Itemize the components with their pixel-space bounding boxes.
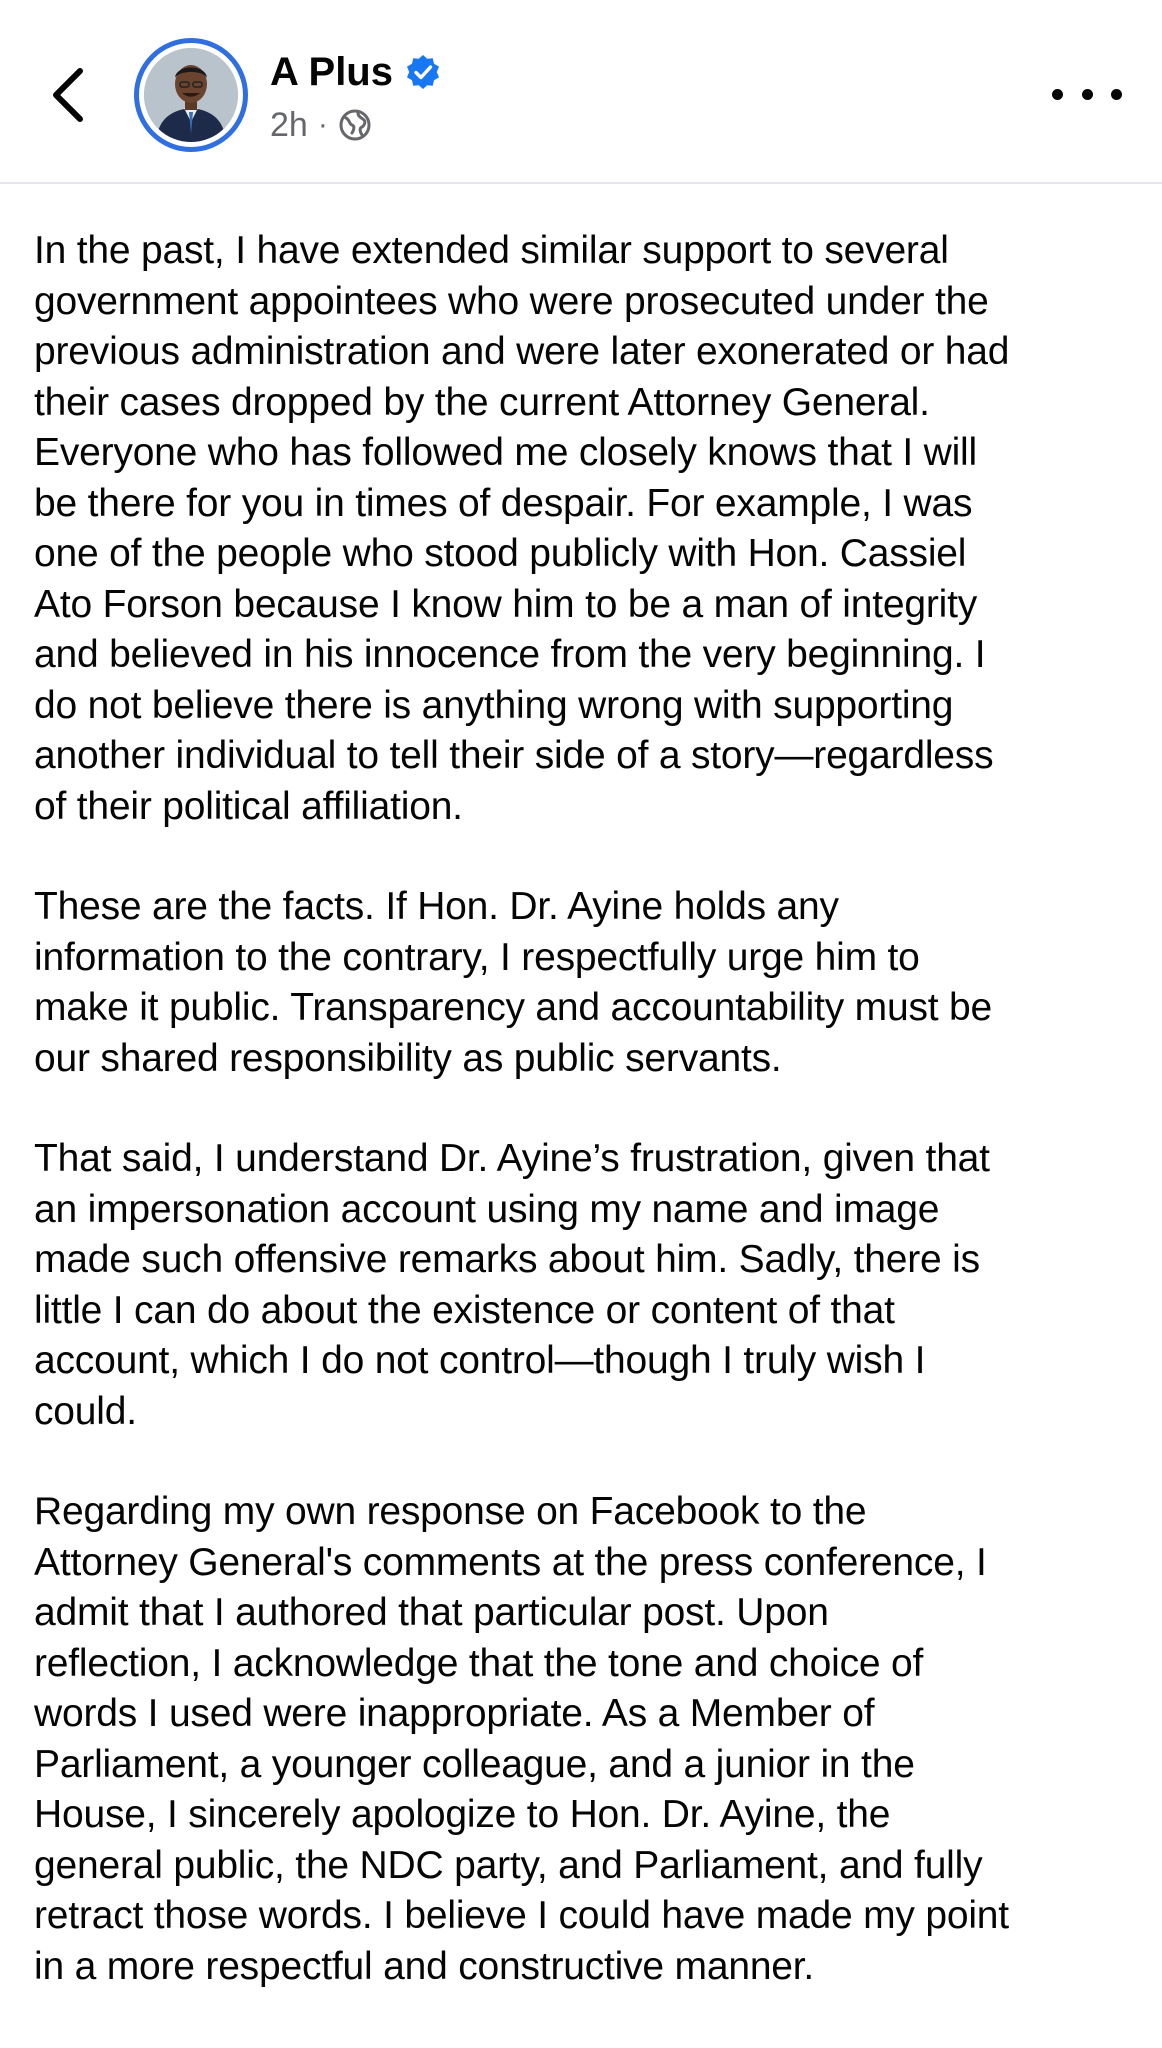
more-options-button[interactable] [1052,72,1122,116]
post-body [34,226,1134,2042]
post-paragraph: Regarding my own response on Facebook to the Attorney General's comments at the press conference, I admit that I authored that particular post. Upon reflection, I acknowledge that the tone and choice of words I used were inappropriate. As a Member of Parliament, a younger colleague, and a junior in the House, I sincerely apologize to Hon. Dr. Ayine, the general public, the NDC party, and Parliament, and fully retract those words. I believe I could have made my point in a more respectful and constructive manner. [34,1490,1009,1988]
more-dot [1111,89,1122,100]
meta-separator: · [317,108,328,141]
post-paragraph: These are the facts. If Hon. Dr. Ayine holds any information to the contrary, I respectfully urge him to make it public. Transparency and accountability must be our shared responsibility as public servants. [34,885,993,1080]
post-paragraph: That said, I understand Dr. Ayine’s frustration, given that an impersonation account using my name and image made such offensive remarks about him. Sadly, there is little I can do about the existence or content of that account, which I do not control—though I truly wish I could. [34,1137,990,1433]
more-dot [1082,89,1093,100]
profile-photo [144,48,238,142]
more-horizontal-icon [1052,89,1063,100]
back-button[interactable] [40,60,96,130]
chevron-left-icon [50,65,86,125]
verified-badge-icon [405,54,441,90]
globe-icon[interactable] [338,108,372,142]
post-paragraph: In the past, I have extended similar support to several government appointees who were prosecuted under the previous administration and were later exonerated or had their cases dropped by the current Attorney General. Everyone who has followed me closely knows that I will be there for you in times of despair. For example, I was one of the people who stood publicly with Hon. Cassiel Ato Forson because I know him to be a man of integrity and believed in his innocence from the very beginning. I do not believe there is anything wrong with supporting another individual to tell their side of a story—regardless of their political affiliation. [34,229,1010,828]
author-row [270,44,441,100]
post-header [0,0,1162,184]
author-name[interactable]: A Plus [270,49,393,94]
post-time[interactable]: 2h [270,105,308,144]
post-meta [270,100,372,150]
avatar[interactable] [134,38,248,152]
